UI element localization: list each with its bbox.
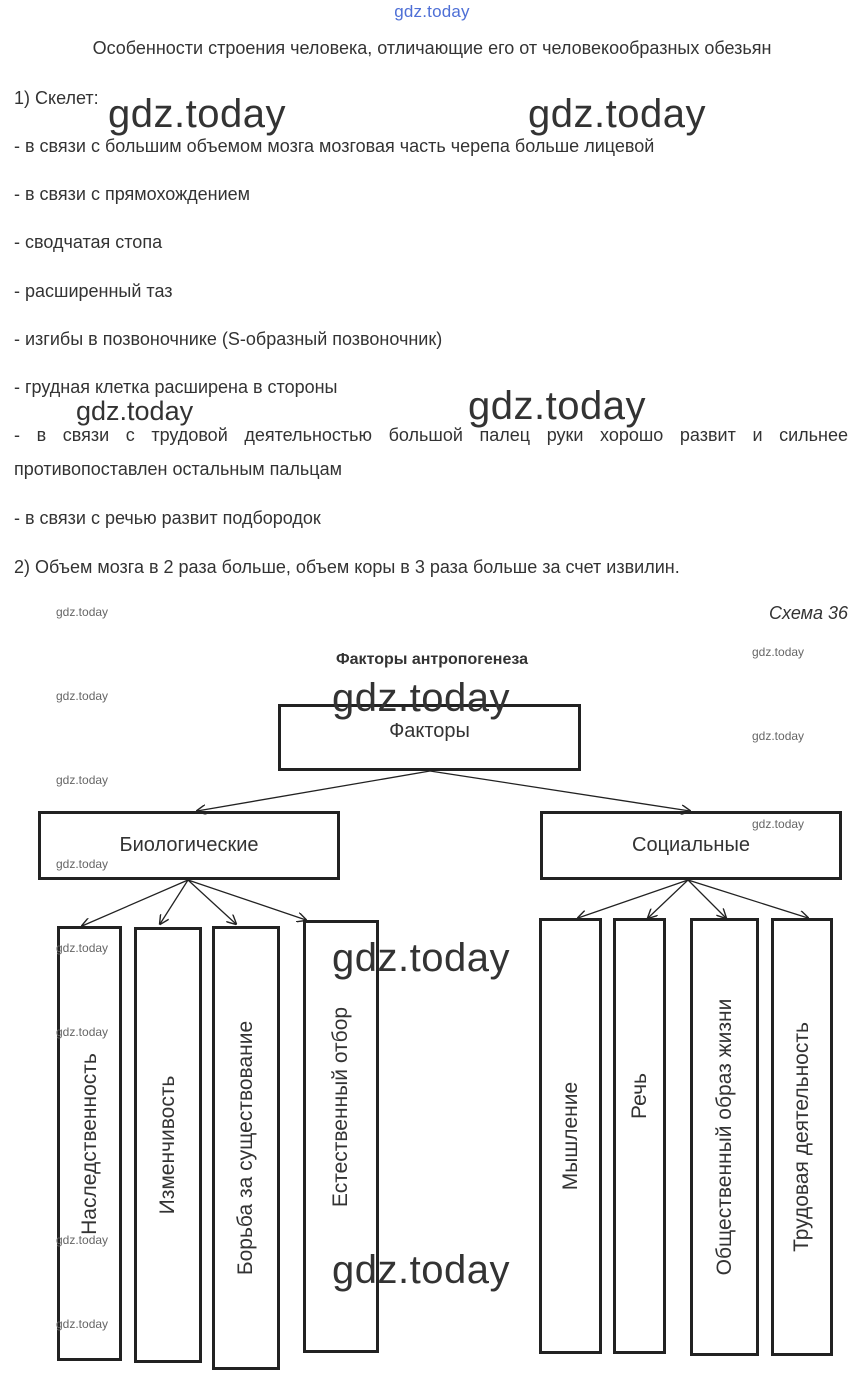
speech-box [613, 918, 666, 1354]
arrow-soc-labour [688, 880, 808, 918]
diagram-title: Факторы антропогенеза [336, 651, 528, 668]
page-title: Особенности строения человека, отличающие его от человекообразных обезьян [92, 38, 772, 58]
watermark-text: gdz.today [332, 1248, 510, 1292]
watermark-text: gdz.today [56, 689, 109, 703]
arrow-bio-selection [188, 880, 306, 920]
skeleton-heading: 1) Скелет: [14, 88, 99, 108]
arrow-soc-speech [648, 880, 688, 918]
thinking-label: Мышление [558, 1081, 582, 1191]
watermark-text: gdz.today [56, 1317, 109, 1331]
watermark-text: gdz.today [752, 729, 805, 743]
arrow-soc-thinking [578, 880, 688, 918]
skeleton-item-foot: - сводчатая стопа [14, 232, 163, 252]
community-box [690, 918, 759, 1356]
thumb-line-2: противопоставлен остальным пальцам [14, 459, 342, 479]
skeleton-item-skull: - в связи с большим объемом мозга мозговая часть черепа больше лицевой [14, 136, 655, 156]
heredity-box [57, 926, 122, 1361]
community-label: Общественный образ жизни [712, 998, 736, 1276]
labour-box [771, 918, 833, 1356]
watermark-text: gdz.today [56, 941, 109, 955]
skeleton-item-chin: - в связи с речью развит подбородок [14, 508, 321, 528]
watermark-text: gdz.today [56, 1025, 109, 1039]
top-watermark: gdz.today [394, 2, 470, 21]
watermark-text: gdz.today [56, 1233, 109, 1247]
arrow-bio-heredity [82, 880, 188, 926]
labour-label: Трудовая деятельность [790, 1022, 813, 1252]
watermark-text: gdz.today [332, 936, 510, 980]
watermark-text: gdz.today [56, 605, 109, 619]
scheme-label: Схема 36 [769, 603, 848, 623]
selection-label: Естественный отбор [329, 1006, 352, 1207]
thumb-line-1: - в связи с трудовой деятельностью большой палец руки хорошо развит и сильнее [14, 425, 848, 445]
variability-label: Изменчивость [156, 1075, 179, 1215]
watermark-text: gdz.today [56, 773, 109, 787]
skeleton-item-chest: - грудная клетка расширена в стороны [14, 377, 338, 397]
watermark-text: gdz.today [468, 384, 646, 428]
factors-root-label: Факторы [389, 720, 470, 742]
variability-box [134, 927, 202, 1363]
skeleton-item-pelvis: - расширенный таз [14, 281, 173, 301]
brain-item: 2) Объем мозга в 2 раза больше, объем коры в 3 раза больше за счет извилин. [14, 557, 680, 577]
heredity-label: Наследственность [77, 1052, 101, 1235]
watermark-text: gdz.today [56, 857, 109, 871]
thinking-box [539, 918, 602, 1354]
watermark-text: gdz.today [76, 396, 194, 426]
arrow-root-to-social [430, 771, 690, 811]
skeleton-item-spine: - изгибы в позвоночнике (S-образный позвоночник) [14, 329, 443, 349]
watermark-text: gdz.today [332, 676, 510, 720]
biological-label: Биологические [119, 834, 259, 856]
struggle-box [212, 926, 280, 1370]
skeleton-item-upright: - в связи с прямохождением [14, 184, 251, 204]
social-label: Социальные [632, 834, 750, 856]
arrow-bio-struggle [188, 880, 236, 924]
struggle-label: Борьба за существование [234, 1020, 257, 1276]
speech-label: Речь [627, 1073, 651, 1119]
watermark-text: gdz.today [108, 92, 286, 136]
watermark-text: gdz.today [752, 645, 805, 659]
arrow-root-to-biological [197, 771, 430, 811]
watermark-text: gdz.today [528, 92, 706, 136]
watermark-text: gdz.today [752, 817, 805, 831]
